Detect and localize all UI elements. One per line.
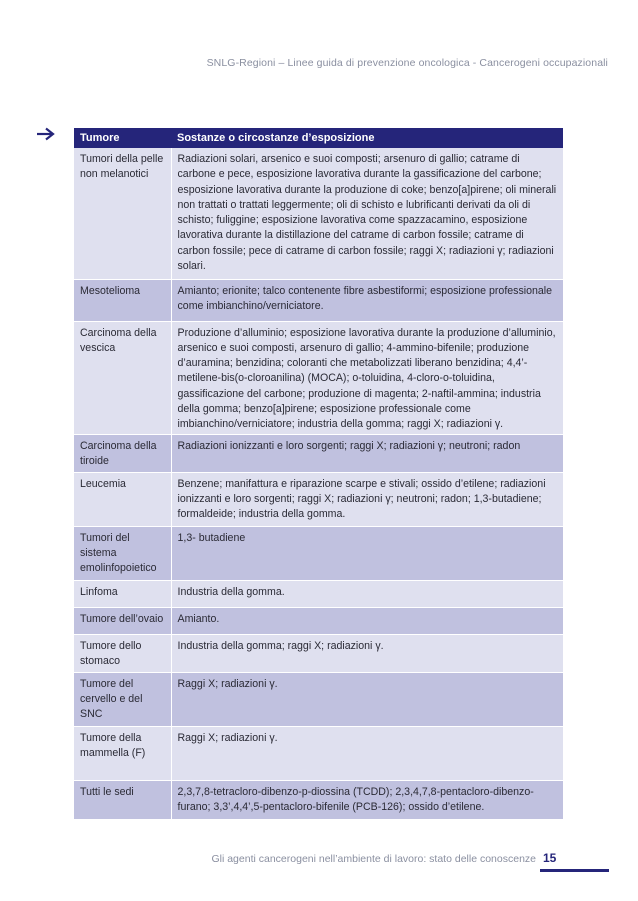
footer-rule	[540, 869, 609, 872]
table-row	[74, 634, 563, 672]
table-row	[74, 472, 563, 526]
arrow-right-icon	[36, 127, 58, 141]
page-number: 15	[543, 851, 557, 865]
tumor-cell: Carcinoma della tiroide	[74, 434, 171, 472]
tumor-cell: Tumori del sistema emolinfopoietico	[74, 526, 171, 580]
table-row	[74, 279, 563, 321]
table-header-row	[74, 128, 563, 148]
carcinogen-table	[74, 128, 563, 820]
exposure-cell: Industria della gomma.	[171, 580, 563, 607]
tumor-cell: Carcinoma della vescica	[74, 321, 171, 434]
header-tumor: Tumore	[74, 128, 171, 148]
tumor-cell: Tumore del cervello e del SNC	[74, 672, 171, 726]
tumor-cell: Tumore dell’ovaio	[74, 607, 171, 634]
tumor-cell: Mesotelioma	[74, 279, 171, 321]
tumor-cell: Linfoma	[74, 580, 171, 607]
exposure-cell: Industria della gomma; raggi X; radiazioni γ.	[171, 634, 563, 672]
tumor-cell: Tumore dello stomaco	[74, 634, 171, 672]
exposure-cell: Benzene; manifattura e riparazione scarpe e stivali; ossido d’etilene; radiazioni ionizzanti e loro sorgenti; raggi X; radiazioni γ; neutroni; radon; 1,3-butadiene; formaldeide; industria della gomma.	[171, 472, 563, 526]
tumor-cell: Tutti le sedi	[74, 780, 171, 819]
exposure-cell: Amianto.	[171, 607, 563, 634]
table-row	[74, 726, 563, 780]
exposure-cell: Radiazioni solari, arsenico e suoi composti; arsenuro di gallio; catrame di carbone e pece, esposizione lavorativa durante la gassificazione del carbone; esposizione lavorativa durante la produzione di coke; benzo[a]pirene; oli minerali non trattati o trattati leggermente; oli di schisto e lubrificanti derivati da oli di schisto; fuliggine; esposizione lavorativa come spazzacamino, esposizione lavorativa durante la distillazione del catrame di carbon fossile; catrame di carbon fossile; pece di catrame di carbon fossile; raggi X; radiazioni γ; radiazioni solari.	[171, 148, 563, 279]
header-exposure: Sostanze o circostanze d’esposizione	[171, 128, 563, 148]
exposure-cell: 2,3,7,8-tetracloro-dibenzo-p-diossina (TCDD); 2,3,4,7,8-pentacloro-dibenzo-furano; 3,3’,4,4’,5-pentacloro-bifenile (PCB-126); ossido d’etilene.	[171, 780, 563, 819]
exposure-cell: Produzione d’alluminio; esposizione lavorativa durante la produzione d’alluminio, arsenico e suoi composti, arsenuro di gallio; 4-ammino-bifenile; produzione d’auramina; benzidina; coloranti che metabolizzati liberano benzidina; 4,4’-metilene-bis(o-cloroanilina) (MOCA); o-toluidina, 4-cloro-o-toluidina, gassificazione del carbone; produzione di magenta; 2-naftil-ammina; industria della gomma; benzo[a]pirene; esposizione professionale come imbianchino/verniciatore; industria della gomma; raggi X; radiazioni γ.	[171, 321, 563, 434]
exposure-cell: Raggi X; radiazioni γ.	[171, 672, 563, 726]
tumor-cell: Tumore della mammella (F)	[74, 726, 171, 780]
exposure-cell: Radiazioni ionizzanti e loro sorgenti; raggi X; radiazioni γ; neutroni; radon	[171, 434, 563, 472]
table-row	[74, 672, 563, 726]
exposure-cell: 1,3- butadiene	[171, 526, 563, 580]
tumor-cell: Leucemia	[74, 472, 171, 526]
footer-caption: Gli agenti cancerogeni nell’ambiente di lavoro: stato delle conoscenze	[211, 853, 536, 865]
table-row	[74, 780, 563, 819]
table-row	[74, 321, 563, 434]
running-head: SNLG-Regioni – Linee guida di prevenzione oncologica - Cancerogeni occupazionali	[206, 57, 608, 69]
table-row	[74, 526, 563, 580]
exposure-cell: Amianto; erionite; talco contenente fibre asbestiformi; esposizione professionale come imbianchino/verniciatore.	[171, 279, 563, 321]
exposure-cell: Raggi X; radiazioni γ.	[171, 726, 563, 780]
table-row	[74, 434, 563, 472]
tumor-cell: Tumori della pelle non melanotici	[74, 148, 171, 279]
table-row	[74, 607, 563, 634]
table-row	[74, 148, 563, 279]
table-row	[74, 580, 563, 607]
